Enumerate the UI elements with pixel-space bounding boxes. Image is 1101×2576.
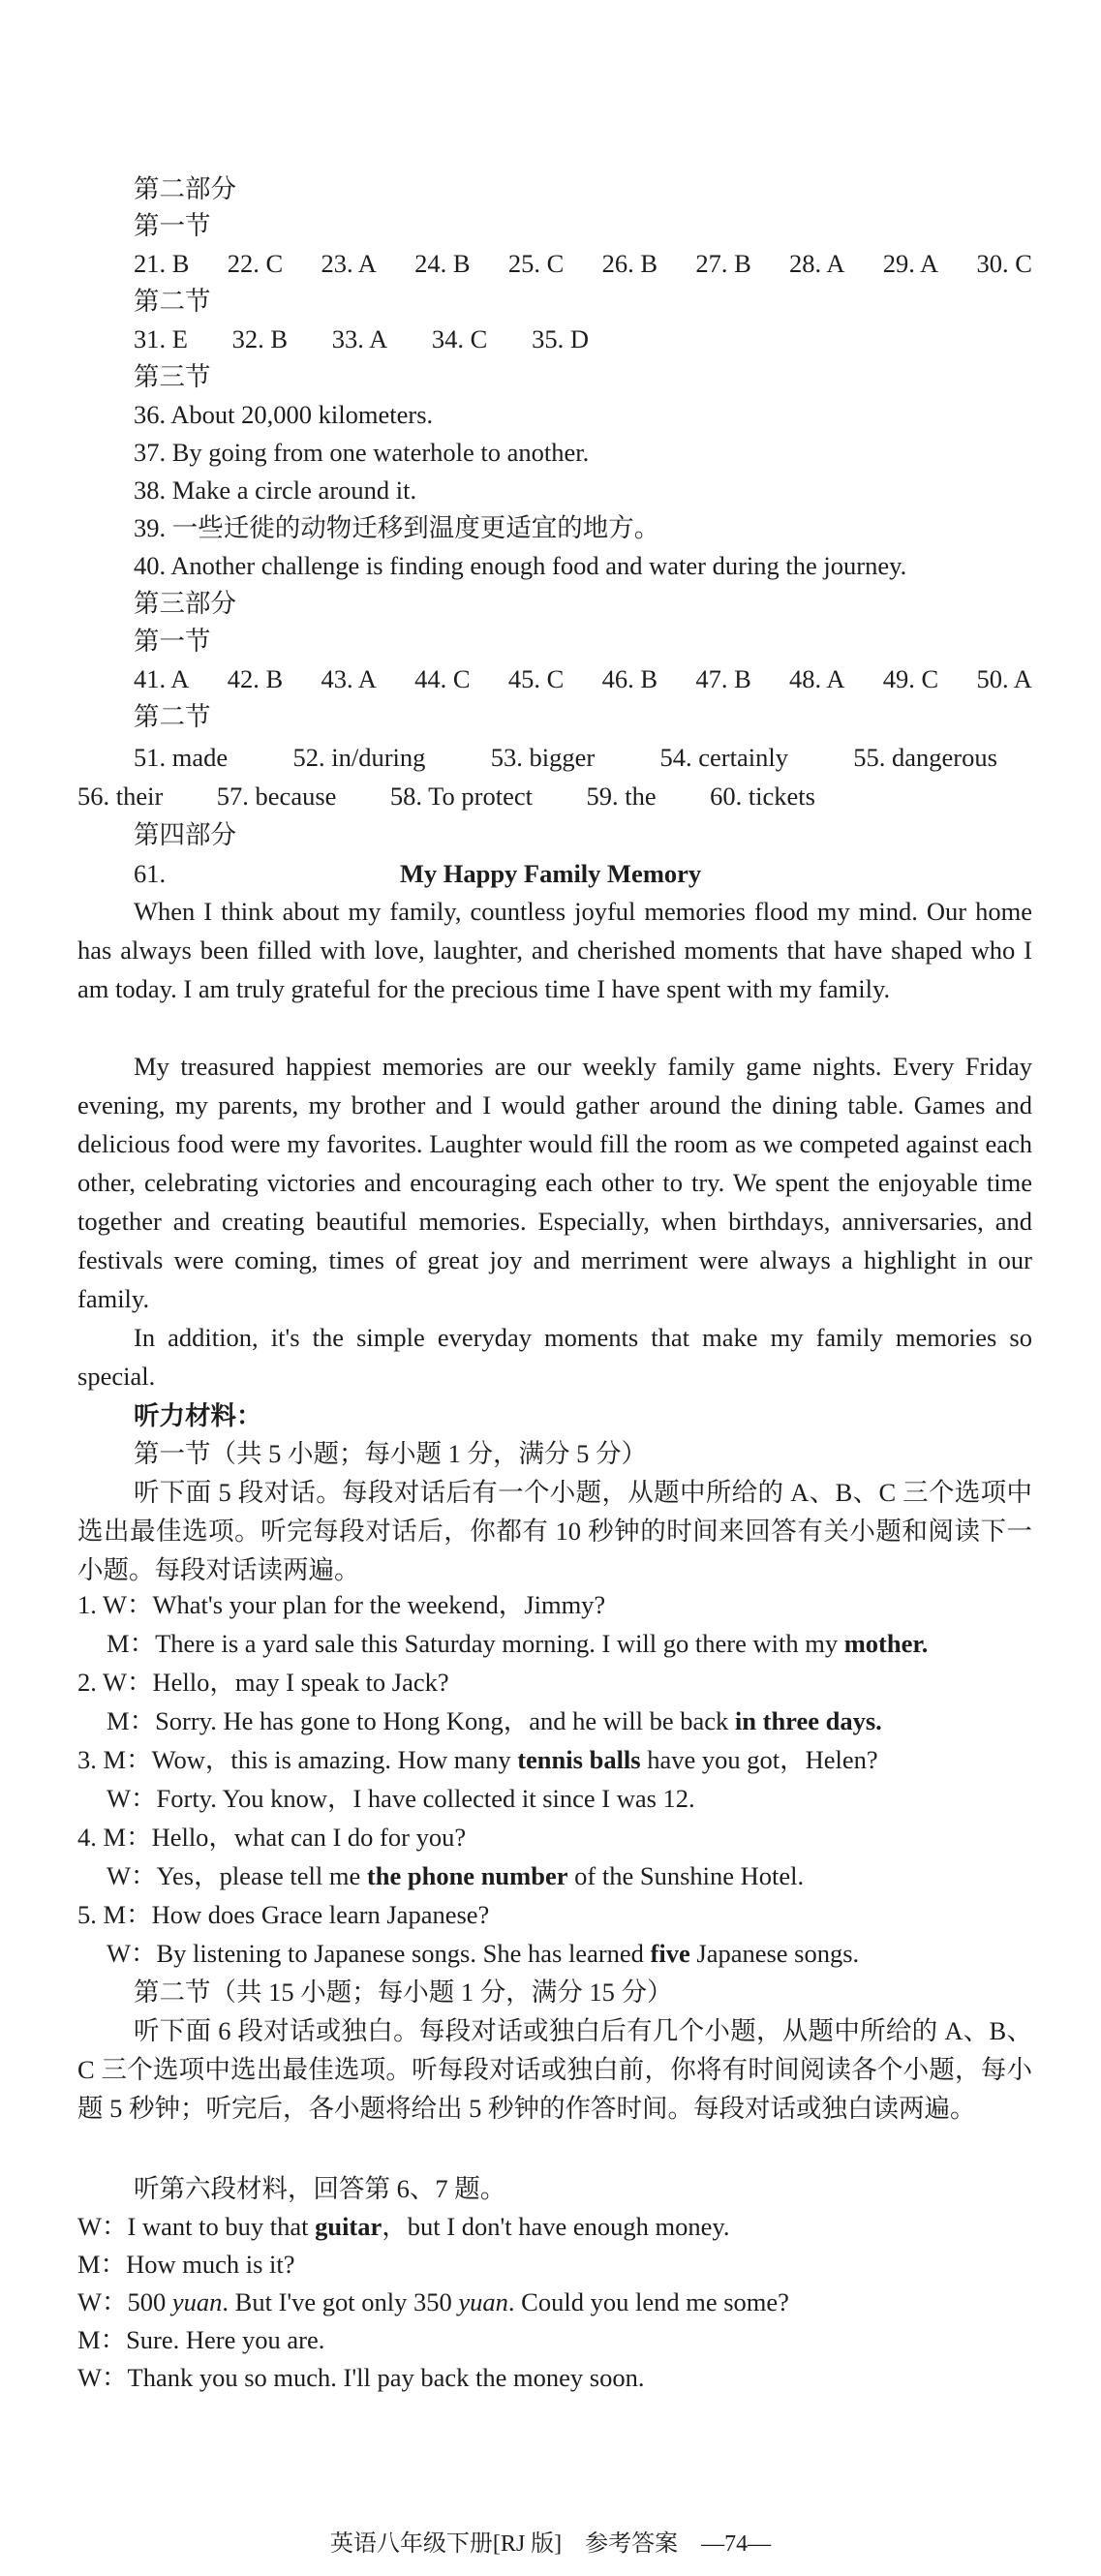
question-61-number: 61. <box>134 859 167 888</box>
answer-item: 21. B <box>134 249 190 278</box>
answer-item: 26. B <box>601 249 658 278</box>
dialogue-1-question: 1. W：What's your plan for the weekend，Jimmy? <box>77 1590 606 1619</box>
answer-item: 58. To protect <box>389 782 533 811</box>
part2-heading: 第二部分 <box>134 174 236 203</box>
answer-item: 45. C <box>507 664 565 693</box>
keyword: mother. <box>843 1629 929 1658</box>
answer-item: 50. A <box>976 664 1032 693</box>
answer-item: 53. bigger <box>490 743 596 772</box>
essay-paragraph-2: My treasured happiest memories are our weekly family game nights. Every Friday evening, my parents, my brother and I would gather around the dining table. Games and delicious food were my favorites. Laughter would fill the room as we competed against each other, celebrating victories and encouraging each other to try. We spent the enjoyable time together and creating beautiful memories. Especially, when birthdays, anniversaries, and festivals were coming, times of great joy and merriment were always a highlight in our family. <box>77 1052 1032 1313</box>
page-footer: 英语八年级下册[RJ 版] 参考答案 —74— <box>329 2531 772 2557</box>
part3-heading: 第三部分 <box>134 589 236 618</box>
answer-37: 37. By going from one waterhole to another. <box>134 438 590 467</box>
answer-item: 48. A <box>789 664 845 693</box>
answer-item: 24. B <box>414 249 471 278</box>
answer-item: 54. certainly <box>659 743 788 772</box>
keyword: in three days. <box>734 1706 882 1735</box>
dialogue-3-question: 3. M：Wow，this is amazing. How many tennis balls have you got，Helen? <box>77 1745 878 1774</box>
answer-row-21-30 <box>134 247 1032 280</box>
answer-item: 60. tickets <box>710 782 815 811</box>
part3-sec1-label: 第一节 <box>134 627 211 656</box>
dialogue-4-answer: W：Yes，please tell me the phone number of the Sunshine Hotel. <box>107 1861 805 1890</box>
keyword: guitar <box>315 2212 382 2241</box>
dialogue-2-question: 2. W：Hello，may I speak to Jack? <box>77 1668 449 1697</box>
answer-item: 57. because <box>216 782 337 811</box>
dialogue-4-question: 4. M：Hello，what can I do for you? <box>77 1823 467 1852</box>
dialogue-5-answer: W：By listening to Japanese songs. She has learned five Japanese songs. <box>107 1939 860 1968</box>
answer-item: 46. B <box>601 664 658 693</box>
answer-item: 33. A <box>331 324 388 353</box>
listening-sec2-title: 第二节（共 15 小题；每小题 1 分，满分 15 分） <box>134 1978 673 2007</box>
answer-item: 27. B <box>695 249 751 278</box>
answer-row-56-60 <box>77 780 815 813</box>
part3-sec2-label: 第二节 <box>134 702 211 731</box>
essay-paragraph-1: When I think about my family, countless joyful memories flood my mind. Our home has always been filled with love, laughter, and cherished moments that have shaped who I am today. I am truly grateful for the precious time I have spent with my family. <box>77 897 1032 1003</box>
answer-item: 22. C <box>227 249 284 278</box>
material-6-line-5: W：Thank you so much. I'll pay back the money soon. <box>77 2363 645 2392</box>
material-6-line-1: W：I want to buy that guitar，but I don't have enough money. <box>77 2212 730 2241</box>
answer-item: 35. D <box>532 324 589 353</box>
essay-paragraph-3: In addition, it's the simple everyday moments that make my family memories so special. <box>77 1323 1032 1391</box>
answer-item: 52. in/during <box>292 743 426 772</box>
answer-39: 39. 一些迁徙的动物迁移到温度更适宜的地方。 <box>134 513 660 542</box>
answer-item: 43. A <box>321 664 377 693</box>
keyword: the phone number <box>366 1861 568 1890</box>
listening-sec1-instructions: 听下面 5 段对话。每段对话后有一个小题，从题中所给的 A、B、C 三个选项中选出最佳选项。听完每段对话后，你都有 10 秒钟的时间来回答有关小题和阅读下一小题。每段对话读两遍。 <box>77 1478 1032 1584</box>
material-6-line-3: W：500 yuan. But I've got only 350 yuan. Could you lend me some? <box>77 2287 789 2316</box>
answer-item: 44. C <box>414 664 471 693</box>
answer-item: 23. A <box>321 249 377 278</box>
answer-36: 36. About 20,000 kilometers. <box>134 400 434 429</box>
answer-item: 31. E <box>134 324 188 353</box>
material-6-heading: 听第六段材料，回答第 6、7 题。 <box>134 2174 506 2203</box>
part2-sec2-label: 第二节 <box>134 287 211 316</box>
dialogue-2-answer: M：Sorry. He has gone to Hong Kong，and he will be back in three days. <box>107 1706 882 1735</box>
answer-40: 40. Another challenge is finding enough food and water during the journey. <box>134 551 907 580</box>
answer-row-31-35 <box>134 322 589 355</box>
listening-sec2-instructions: 听下面 6 段对话或独白。每段对话或独白后有几个小题，从题中所给的 A、B、C 三个选项中选出最佳选项。听每段对话或独白前，你将有时间阅读各个小题，每小题 5 秒钟；听完后，各小题将给出 5 秒钟的作答时间。每段对话或独白读两遍。 <box>77 2016 1032 2123</box>
answer-item: 59. the <box>586 782 657 811</box>
answer-item: 29. A <box>882 249 939 278</box>
answer-item: 47. B <box>695 664 751 693</box>
answer-item: 49. C <box>882 664 939 693</box>
listening-heading: 听力材料： <box>134 1401 262 1430</box>
answer-item: 42. B <box>227 664 284 693</box>
answer-item: 32. B <box>231 324 289 353</box>
answer-item: 25. C <box>507 249 565 278</box>
answer-row-41-50 <box>134 662 1032 695</box>
material-6-line-2: M：How much is it? <box>77 2250 295 2279</box>
answer-item: 51. made <box>134 743 229 772</box>
dialogue-1-answer: M：There is a yard sale this Saturday morning. I will go there with my mother. <box>107 1629 929 1658</box>
essay-title: My Happy Family Memory <box>399 859 702 888</box>
dialogue-5-question: 5. M：How does Grace learn Japanese? <box>77 1900 490 1929</box>
answer-item: 55. dangerous <box>853 743 997 772</box>
answer-item: 28. A <box>789 249 845 278</box>
part4-heading: 第四部分 <box>134 820 236 849</box>
answer-row-51-55 <box>134 741 997 774</box>
part2-sec1-label: 第一节 <box>134 211 211 240</box>
answer-38: 38. Make a circle around it. <box>134 475 417 505</box>
keyword: five <box>650 1939 690 1968</box>
keyword: tennis balls <box>517 1745 641 1774</box>
listening-sec1-title: 第一节（共 5 小题；每小题 1 分，满分 5 分） <box>134 1439 647 1468</box>
dialogue-3-answer: W：Forty. You know，I have collected it since I was 12. <box>107 1784 695 1813</box>
answer-item: 41. A <box>134 664 190 693</box>
part2-sec3-label: 第三节 <box>134 362 211 391</box>
answer-item: 56. their <box>77 782 164 811</box>
answer-item: 30. C <box>976 249 1032 278</box>
material-6-line-4: M：Sure. Here you are. <box>77 2325 325 2354</box>
answer-item: 34. C <box>431 324 488 353</box>
